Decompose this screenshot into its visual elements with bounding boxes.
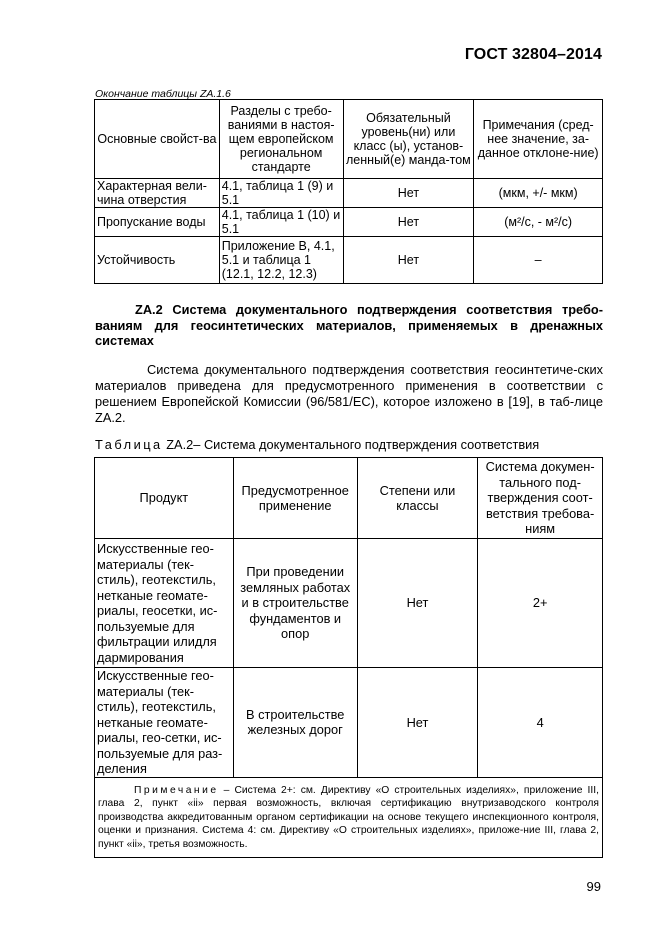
table-cell: Нет [343,237,474,284]
table-cell: Искусственные гео-материалы (тек-стиль), геотекстиль, нетканые геомате-риалы, геосетки, ис-пользуемые для фильтрации илидля дармирования [95,539,234,668]
header-cell: Степени или классы [357,458,478,539]
table-cell: Нет [343,208,474,237]
table-note [95,777,603,858]
table-za-2 [94,457,603,858]
section-heading-text: ZA.2 Система документального подтверждения соответствия требо-ваниям для геосинтетических материалов, применяемых в дренажных системах [95,302,603,348]
table-note-row [95,777,603,858]
table-row [95,179,603,208]
header-cell: Продукт [95,458,234,539]
document-id: ГОСТ 32804–2014 [464,46,602,63]
table-cell: 2+ [478,539,603,668]
section-heading [95,302,603,349]
table-za-1-6 [94,99,603,284]
table-caption-text: ZA.2– Система документального подтверждения соответствия [162,437,540,452]
table-cell: 4.1, таблица 1 (9) и 5.1 [219,179,343,208]
note-text: – Система 2+: см. Директиву «О строительных изделиях», приложение III, глава 2, пункт «ii» первая возможность, включая сертификацию внутризаводского контроля производства аккредитованным органом сертификации на основе текущего инспекционного контроля, оценки и признания. Система 4: см. Директиву «О строительных изделиях», приложе-ние III, глава 2, пункт «ii», третья возможность. [98,784,599,850]
table-cell: (мкм, +/- мкм) [474,179,603,208]
header-cell: Обязательный уровень(ни) или класс (ы), установ-ленный(е) манда-том [343,100,474,179]
table-cell: При проведении земляных работах и в строительстве фундаментов и опор [233,539,357,668]
table-continuation-caption: Окончание таблицы ZA.1.6 [95,88,231,100]
note-word: Примечание [134,784,219,796]
table-cell: В строительстве железных дорог [233,668,357,778]
table-header-row [95,458,603,539]
table-cell: Приложение В, 4.1, 5.1 и таблица 1 (12.1, 12.2, 12.3) [219,237,343,284]
table-row [95,208,603,237]
table-cell: Пропускание воды [95,208,220,237]
header-cell: Система докумен-тального под-тверждения соот-ветствия требова-ниям [478,458,603,539]
header-cell: Основные свойст-ва [95,100,220,179]
paragraph-text: Система документального подтверждения соответствия геосинтетиче-ских материалов приведена для предусмотренного применения в соответствии с решением Европейской Комиссии (96/581/ЕС), которое изложено в [19], в таб-лице ZA.2. [95,362,603,425]
header-cell: Примечания (сред-нее значение, за-данное отклоне-ние) [474,100,603,179]
table-row [95,539,603,668]
table-cell: Характерная вели-чина отверстия [95,179,220,208]
table-cell: Нет [343,179,474,208]
table-cell: Искусственные гео-материалы (тек-стиль), геотекстиль, нетканые геомате-риалы, гео-сетки, ис-пользуемые для раз-деления [95,668,234,778]
header-cell: Разделы с требо-ваниями в настоя-щем европейском региональном стандарте [219,100,343,179]
table-cell: – [474,237,603,284]
table-row [95,668,603,778]
table-caption-word: Таблица [95,437,163,452]
table-cell: Устойчивость [95,237,220,284]
page-number: 99 [586,879,601,894]
table-cell: 4.1, таблица 1 (10) и 5.1 [219,208,343,237]
section-paragraph [95,362,603,426]
table-header-row [95,100,603,179]
table-row [95,237,603,284]
table-cell: (м²/с, - м²/с) [474,208,603,237]
table-caption [95,437,539,452]
table-cell: Нет [357,539,478,668]
table-cell: 4 [478,668,603,778]
header-cell: Предусмотренное применение [233,458,357,539]
table-cell: Нет [357,668,478,778]
